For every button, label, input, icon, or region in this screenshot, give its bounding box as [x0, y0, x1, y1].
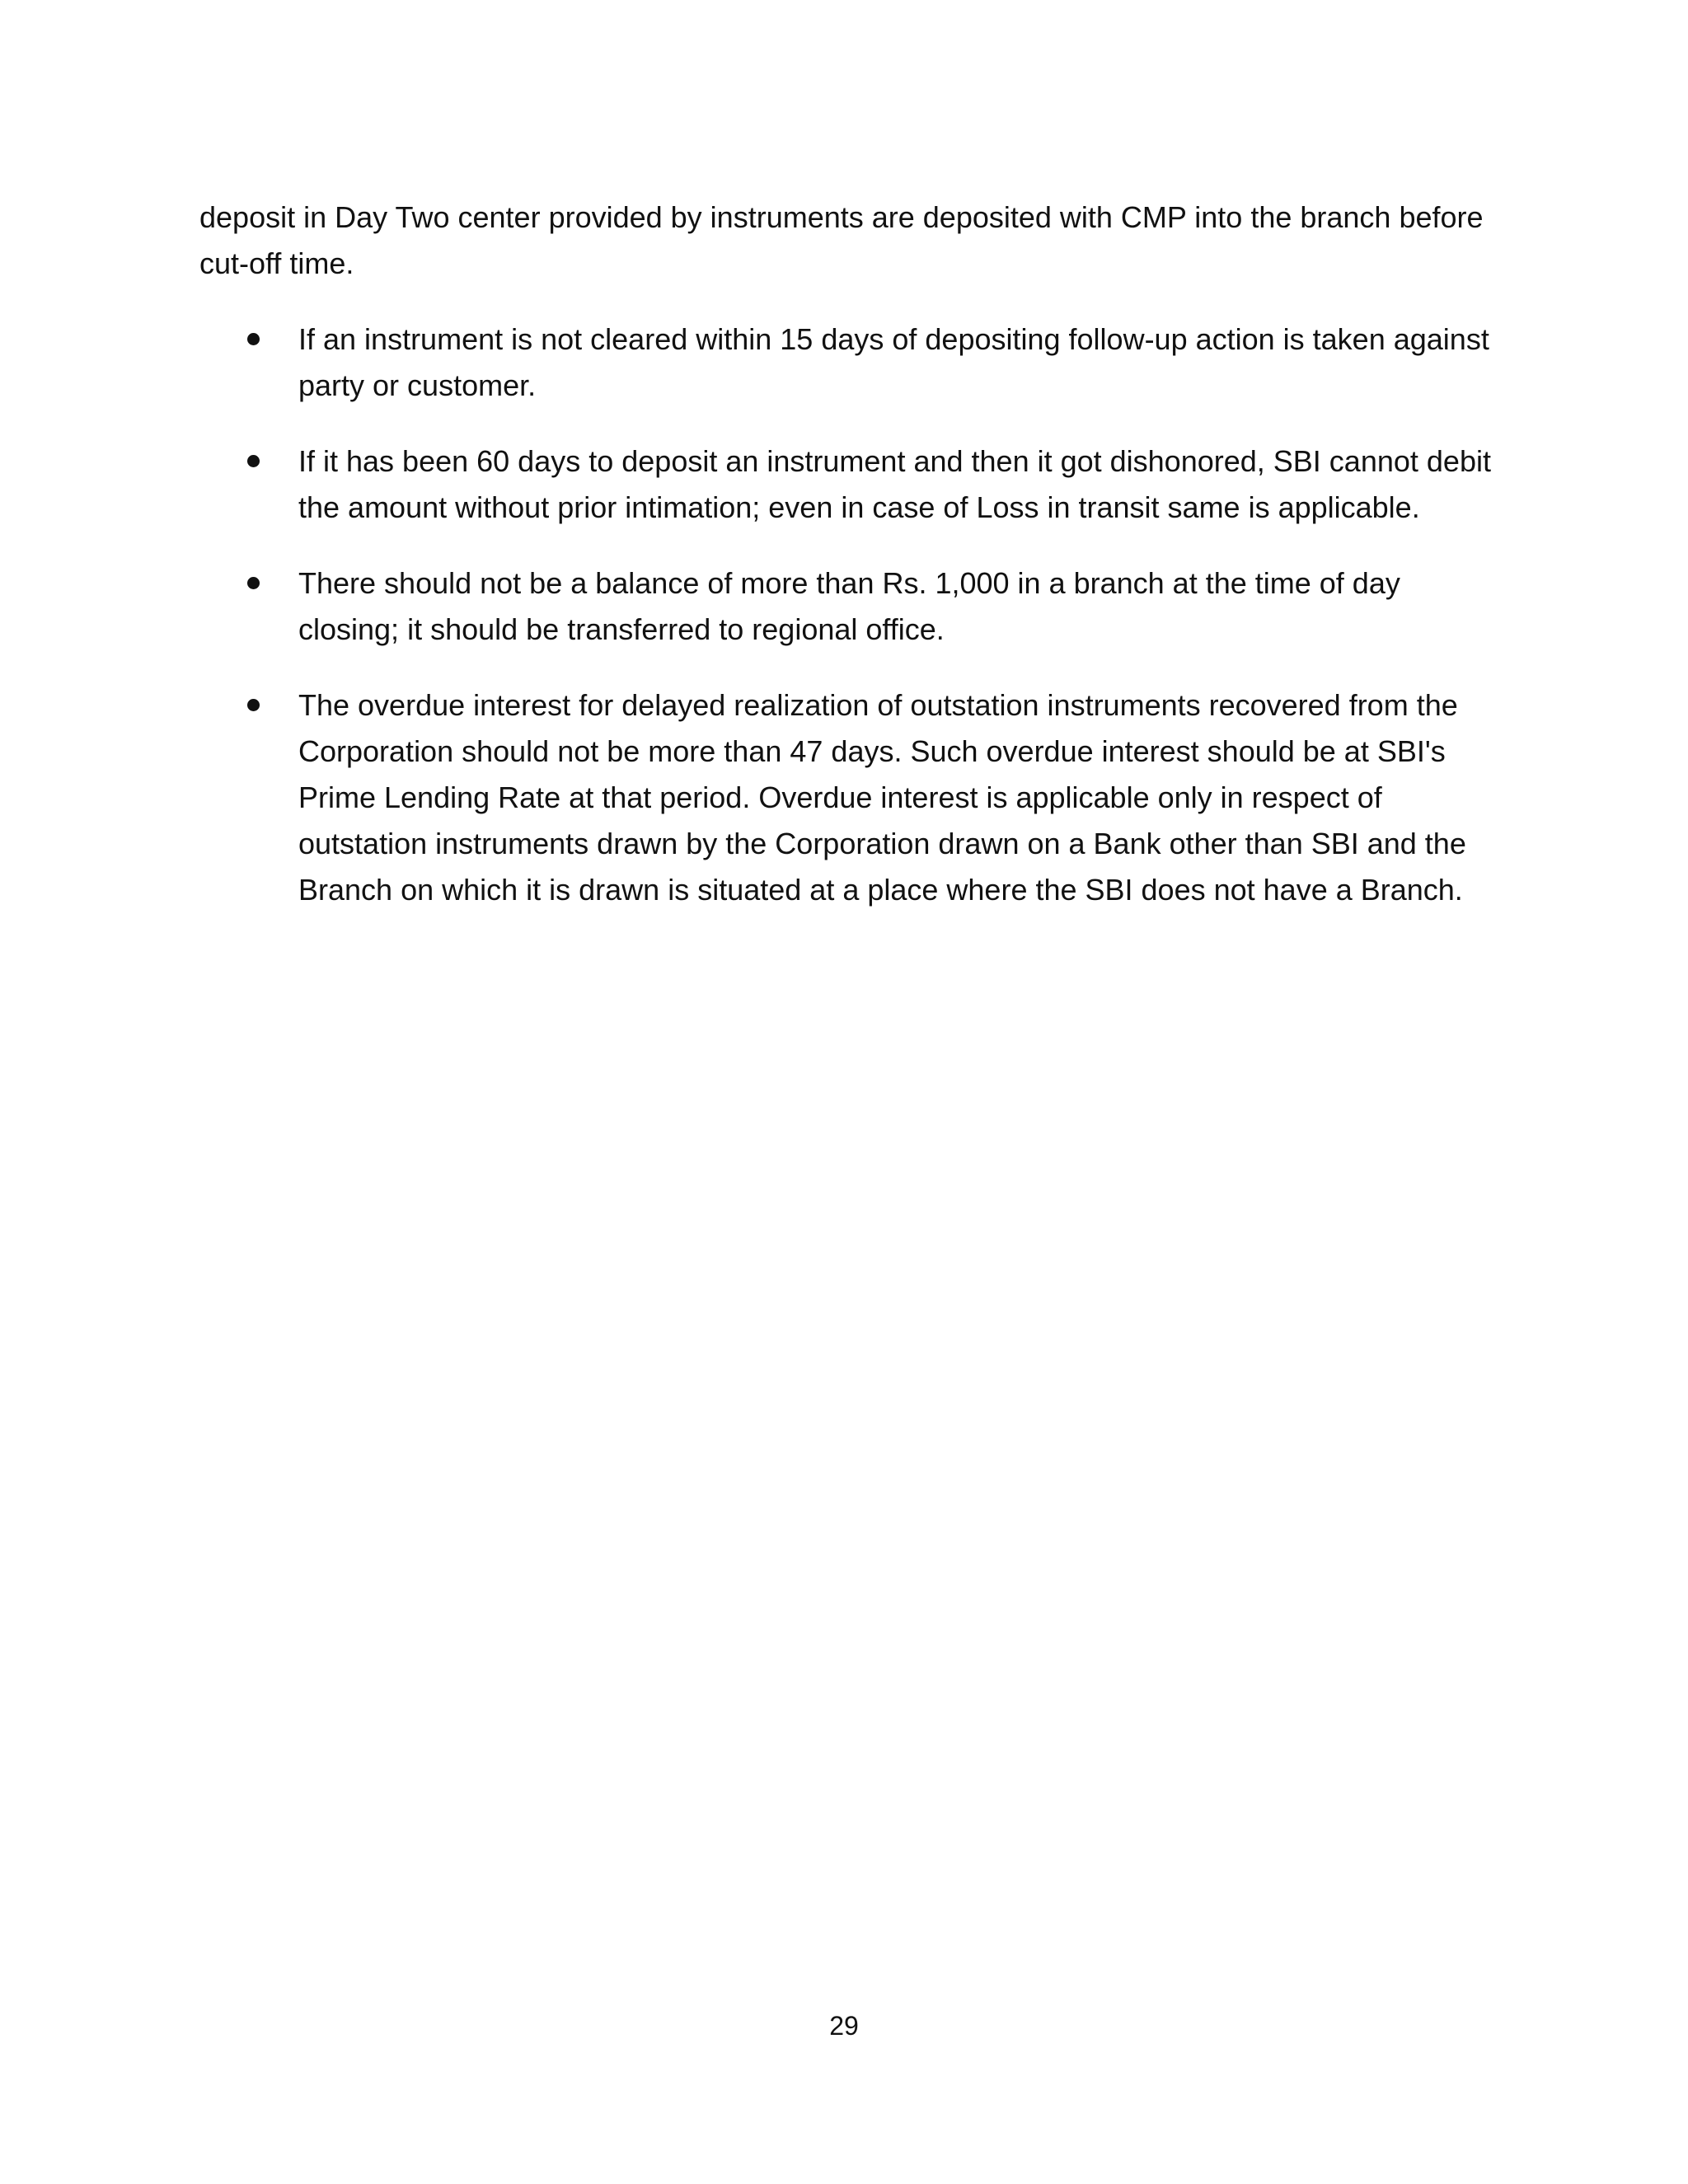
- list-item: [199, 316, 1502, 409]
- bullet-icon: [247, 577, 260, 589]
- bullet-text: The overdue interest for delayed realization of outstation instruments recovered from the Corporation should not be more than 47 days. Such overdue interest should be at SBI's Prime Lending Rate at that period. Overdue interest is applicable only in respect of outstation instruments drawn by the Corporation drawn on a Bank other than SBI and the Branch on which it is drawn is situated at a place where the SBI does not have a Branch.: [298, 688, 1466, 907]
- list-item: [199, 560, 1502, 653]
- bullet-icon: [247, 699, 260, 711]
- page-number: 29: [829, 2011, 859, 2041]
- bullet-text: There should not be a balance of more than Rs. 1,000 in a branch at the time of day closing; it should be transferred to regional office.: [298, 566, 1400, 646]
- list-item: [199, 682, 1502, 913]
- bullet-text: If it has been 60 days to deposit an instrument and then it got dishonored, SBI cannot debit the amount without prior intimation; even in case of Loss in transit same is applicable.: [298, 444, 1491, 524]
- page-content: [199, 194, 1502, 943]
- bullet-icon: [247, 455, 260, 467]
- intro-paragraph: deposit in Day Two center provided by instruments are deposited with CMP into the branch before cut-off time.: [199, 200, 1484, 280]
- bullet-icon: [247, 333, 260, 345]
- bullet-list: [199, 316, 1502, 913]
- bullet-text: If an instrument is not cleared within 15 days of depositing follow-up action is taken against party or customer.: [298, 322, 1489, 402]
- list-item: [199, 438, 1502, 531]
